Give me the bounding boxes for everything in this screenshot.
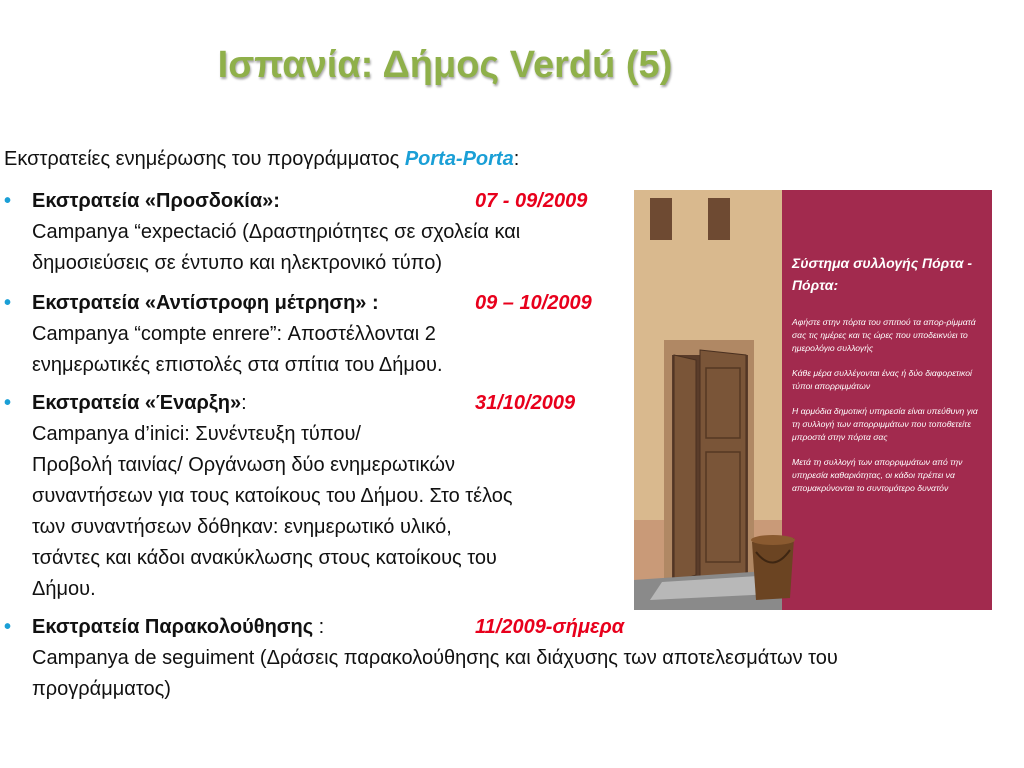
campaign-item-countdown [4,288,592,381]
campaign-description-line: προγράμματος) [32,678,171,700]
campaign-description-line: των συναντήσεων δόθηκαν: ενημερωτικό υλικό, [32,516,452,538]
campaign-description-line: συναντήσεων για τους κατοίκους του Δήμου. Στο τέλος [32,485,513,507]
bullet-icon: • [4,292,12,314]
intro-line [4,148,519,171]
campaign-item-launch [4,388,576,605]
campaign-label-suffix: : [241,392,247,414]
campaign-label-suffix: : [313,616,325,638]
campaign-label: Εκστρατεία Παρακολούθησης [32,616,314,638]
campaign-description-line: ενημερωτικές επιστολές στα σπίτια του Δήμου. [32,354,443,376]
campaign-description-line: Προβολή ταινίας/ Οργάνωση δύο ενημερωτικών [32,454,456,476]
campaign-description-line: τσάντες και κάδοι ανακύκλωσης στους κατοίκους του [32,547,497,569]
slide-title: Ισπανία: Δήμος Verdú (5) [217,44,673,86]
bullet-icon: • [4,616,12,638]
campaign-label: Εκστρατεία «Προσδοκία»: [32,190,280,212]
campaign-date: 31/10/2009 [475,392,576,414]
intro-prefix: Εκστρατείες ενημέρωσης του προγράμματος [4,148,405,170]
poster-door-right [700,350,746,580]
poster-window-right [708,198,730,240]
poster-bin [752,538,794,600]
poster-heading: Σύστημα συλλογής Πόρτα - Πόρτα: [792,255,973,293]
poster-paragraph: Μετά τη συλλογή των απορριμμάτων από την υπηρεσία καθαριότητας, οι κάδοι πρέπει να απομακρύνονται το συντομότερο δυνατόν [792,457,963,493]
bullet-icon: • [4,190,12,212]
intro-highlight: Porta-Porta [404,148,514,170]
campaign-date: 09 – 10/2009 [475,292,592,314]
intro-suffix: : [513,148,520,170]
poster-window-left [650,198,672,240]
campaign-label: Εκστρατεία «Αντίστροφη μέτρηση» : [32,292,379,314]
bullet-icon: • [4,392,12,414]
poster-paragraph: Κάθε μέρα συλλέγονται ένας ή δύο διαφορετικοί τύποι απορριμμάτων [792,368,972,391]
campaign-description-line: Campanya de seguiment (Δράσεις παρακολούθησης και διάχυσης των αποτελεσμάτων του [32,647,838,669]
campaign-description-line: Δήμου. [32,578,96,600]
poster-paragraph: Η αρμόδια δημοτική υπηρεσία είναι υπεύθυνη για τη συλλογή των απορριμμάτων που τοποθετείτε μπροστά στην πόρτα σας [792,406,978,442]
door-to-door-poster [634,190,992,610]
poster-bin-rim [751,535,795,545]
campaign-description-line: δημοσιεύσεις σε έντυπο και ηλεκτρονικό τύπο) [32,252,442,274]
campaign-description-line: Campanya “expectació (Δραστηριότητες σε σχολεία και [32,221,521,243]
poster-door-left [674,355,696,582]
poster-paragraph: Αφήστε στην πόρτα του σπιτιού τα απορ-ρίμματά σας τις ημέρες και τις ώρες που υποδεικνύει το ημερολόγιο συλλογής [792,317,976,353]
campaign-item-expectation [4,186,588,279]
campaign-description-line: Campanya “compte enrere”: Αποστέλλονται 2 [32,323,436,345]
campaign-description-line: Campanya d’inici: Συνέντευξη τύπου/ [32,423,361,445]
campaign-date: 07 - 09/2009 [475,190,588,212]
campaign-label: Εκστρατεία «Έναρξη» [32,392,242,414]
campaign-date: 11/2009-σήμερα [475,616,625,638]
poster-text-block [792,252,988,507]
campaign-item-monitoring [4,612,838,705]
